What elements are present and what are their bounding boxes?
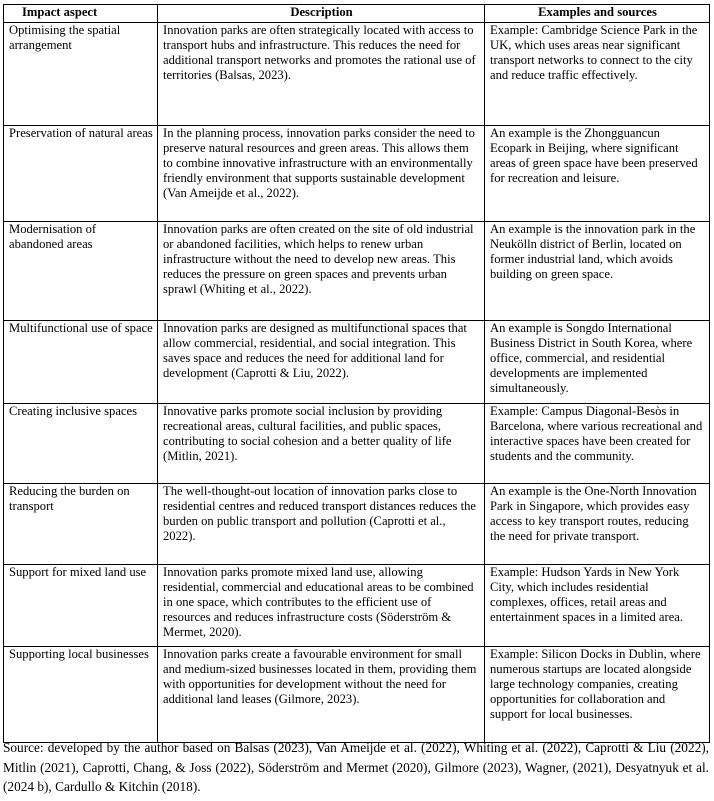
impact-aspect-cell: Preservation of natural areas <box>4 126 158 222</box>
description-cell: The well-thought-out location of innovation parks close to residential centres and reduced transport distances reduces the burden on public transport and pollution (Caprotti et al., 2022). <box>158 484 485 565</box>
table-row <box>4 23 710 126</box>
impact-aspect-cell: Support for mixed land use <box>4 565 158 647</box>
table-row <box>4 647 710 743</box>
table-row <box>4 222 710 321</box>
example-cell: Example: Cambridge Science Park in the UK, which uses areas near significant transport networks to connect to the city and reduce traffic effectively. <box>485 23 710 126</box>
description-cell: Innovation parks are designed as multifunctional spaces that allow commercial, residential, and social integration. This saves space and reduces the need for additional land for development (Caprotti & Liu, 2022). <box>158 321 485 404</box>
table-row <box>4 484 710 565</box>
example-cell: Example: Hudson Yards in New York City, which includes residential complexes, offices, retail areas and entertainment spaces in a limited area. <box>485 565 710 647</box>
description-cell: Innovation parks promote mixed land use, allowing residential, commercial and educational areas to be combined in one space, which contributes to the efficient use of resources and reduces infrastructure costs (Söderström & Mermet, 2020). <box>158 565 485 647</box>
description-cell: Innovation parks create a favourable environment for small and medium-sized businesses located in them, providing them with opportunities for development without the need for additional land leases (Gilmore, 2023). <box>158 647 485 743</box>
example-cell: An example is Songdo International Business District in South Korea, where office, commercial, and residential developments are implemented simultaneously. <box>485 321 710 404</box>
impact-aspect-cell: Optimising the spatial arrangement <box>4 23 158 126</box>
table-header-row <box>4 5 710 23</box>
table-row <box>4 126 710 222</box>
table-row <box>4 404 710 484</box>
header-impact-aspect: Impact aspect <box>4 5 158 23</box>
source-note: Source: developed by the author based on Balsas (2023), Van Ameijde et al. (2022), Whiting et al. (2022), Caprotti & Liu (2022), Mitlin (2021), Caprotti, Chang, & Joss (2022), Söderström and Mermet (2020), Gilmore (2023), Wagner, (2021), Desyatnyuk et al. (2024 b), Cardullo & Kitchin (2018). <box>3 740 709 794</box>
header-examples-sources: Examples and sources <box>485 5 710 23</box>
example-cell: Example: Silicon Docks in Dublin, where numerous startups are located alongside large technology companies, creating opportunities for collaboration and support for local businesses. <box>485 647 710 743</box>
description-cell: In the planning process, innovation parks consider the need to preserve natural resources and green areas. This allows them to combine innovative infrastructure with an environmentally friendly environment that supports sustainable development (Van Ameijde et al., 2022). <box>158 126 485 222</box>
example-cell: An example is the innovation park in the Neukölln district of Berlin, located on former industrial land, which avoids building on green space. <box>485 222 710 321</box>
impact-aspect-cell: Creating inclusive spaces <box>4 404 158 484</box>
impact-table <box>3 4 710 743</box>
description-cell: Innovation parks are often strategically located with access to transport hubs and infrastructure. This reduces the need for additional transport networks and promotes the rational use of territories (Balsas, 2023). <box>158 23 485 126</box>
example-cell: Example: Campus Diagonal-Besòs in Barcelona, where various recreational and interactive spaces have been created for students and the community. <box>485 404 710 484</box>
example-cell: An example is the One-North Innovation Park in Singapore, which provides easy access to key transport routes, reducing the need for private transport. <box>485 484 710 565</box>
impact-aspect-cell: Supporting local businesses <box>4 647 158 743</box>
example-cell: An example is the Zhongguancun Ecopark in Beijing, where significant areas of green space have been preserved for recreation and leisure. <box>485 126 710 222</box>
description-cell: Innovation parks are often created on the site of old industrial or abandoned facilities, which helps to renew urban infrastructure without the need to develop new areas. This reduces the pressure on green spaces and prevents urban sprawl (Whiting et al., 2022). <box>158 222 485 321</box>
impact-aspect-cell: Modernisation of abandoned areas <box>4 222 158 321</box>
impact-aspect-cell: Reducing the burden on transport <box>4 484 158 565</box>
table-row <box>4 321 710 404</box>
impact-aspect-cell: Multifunctional use of space <box>4 321 158 404</box>
table-row <box>4 565 710 647</box>
description-cell: Innovative parks promote social inclusion by providing recreational areas, cultural facilities, and public spaces, contributing to social cohesion and a better quality of life (Mitlin, 2021). <box>158 404 485 484</box>
header-description: Description <box>158 5 485 23</box>
